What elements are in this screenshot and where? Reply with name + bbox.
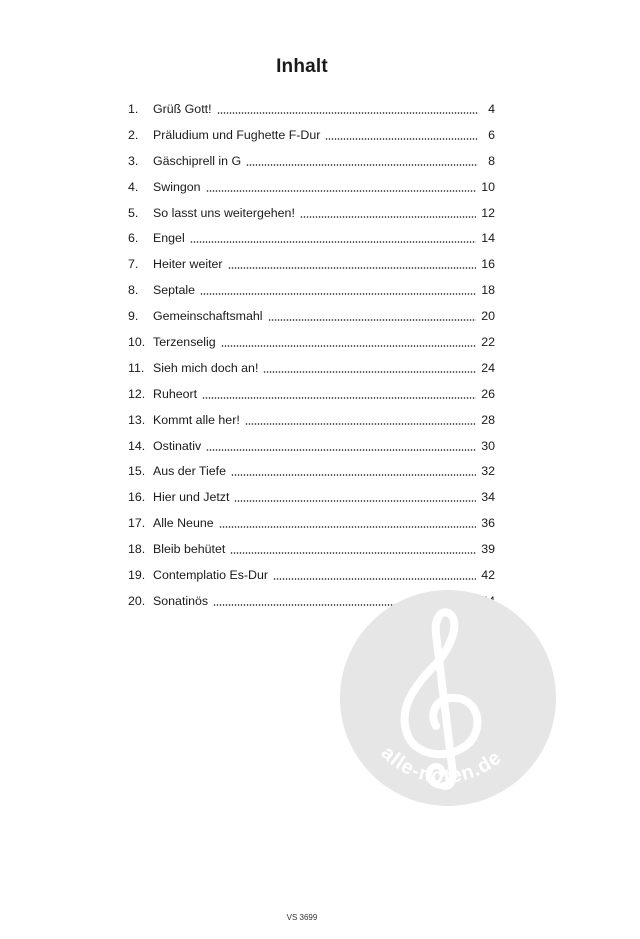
- toc-leader-dots: [230, 552, 476, 554]
- toc-entry-page: 26: [481, 386, 495, 401]
- footer-code: VS 3699: [286, 913, 318, 922]
- toc-entry-title: Terzenselig: [153, 334, 216, 349]
- toc-entry-page: 32: [481, 464, 495, 479]
- toc-entry-page: 18: [481, 283, 495, 298]
- toc-leader-dots: [206, 190, 477, 192]
- toc-leader-dots: [202, 397, 476, 399]
- toc-entry-title: Gäschiprell in G: [153, 153, 242, 168]
- toc-leader-dots: [219, 526, 477, 528]
- toc-entry-title: Sonatinös: [153, 593, 209, 608]
- toc-entry-number: 14.: [128, 438, 146, 453]
- toc-leader-dots: [273, 578, 476, 580]
- toc-entry-page: 42: [481, 567, 495, 582]
- toc-entry-title: Kommt alle her!: [153, 412, 240, 427]
- toc-entry-title: Aus der Tiefe: [153, 464, 227, 479]
- toc-entry: [128, 407, 495, 433]
- toc-entry-page: 16: [481, 257, 495, 272]
- toc-entry: [128, 225, 495, 251]
- toc-entry: [128, 251, 495, 277]
- toc-entry-number: 19.: [128, 567, 146, 582]
- toc-entry-page: 24: [481, 360, 495, 375]
- toc-entry-page: 14: [481, 231, 495, 246]
- toc-entry: [128, 174, 495, 200]
- toc-entry-number: 9.: [128, 309, 139, 324]
- toc-entry: [128, 200, 495, 226]
- toc-entry-page: 36: [481, 516, 495, 531]
- toc-entry: [128, 329, 495, 355]
- toc-entry-title: Präludium und Fughette F-Dur: [153, 127, 321, 142]
- toc-leader-dots: [190, 241, 477, 243]
- toc-entry-number: 7.: [128, 257, 139, 272]
- toc-entry-number: 3.: [128, 153, 139, 168]
- toc-entry-page: 20: [481, 309, 495, 324]
- toc-leader-dots: [246, 164, 478, 166]
- toc-entry-title: Engel: [153, 231, 185, 246]
- toc-leader-dots: [231, 474, 476, 476]
- toc-leader-dots: [300, 216, 476, 218]
- toc-entry-number: 17.: [128, 516, 146, 531]
- toc-leader-dots: [206, 449, 476, 451]
- toc-entry-page: 12: [481, 205, 495, 220]
- toc-entry-title: Ruheort: [153, 386, 198, 401]
- toc-entry-number: 5.: [128, 205, 139, 220]
- toc-entry-number: 6.: [128, 231, 139, 246]
- page-title: Inhalt: [276, 56, 328, 77]
- toc-entry-number: 4.: [128, 179, 139, 194]
- toc-leader-dots: [325, 138, 478, 140]
- toc-entry: [128, 433, 495, 459]
- toc-entry-number: 13.: [128, 412, 146, 427]
- toc-entry-number: 1.: [128, 101, 139, 116]
- toc-leader-dots: [221, 345, 477, 347]
- toc-leader-dots: [200, 293, 476, 295]
- toc-entry-title: Ostinativ: [153, 438, 202, 453]
- toc-entry-title: Swingon: [153, 179, 201, 194]
- toc-leader-dots: [234, 500, 476, 502]
- toc-entry-page: 4: [488, 101, 495, 116]
- toc-entry: [128, 536, 495, 562]
- toc-leader-dots: [268, 319, 477, 321]
- toc-entry-page: 6: [488, 127, 495, 142]
- toc-entry: [128, 484, 495, 510]
- toc-entry-page: 8: [488, 153, 495, 168]
- toc-entry-title: Contemplatio Es-Dur: [153, 567, 269, 582]
- toc-leader-dots: [217, 112, 478, 114]
- toc-entry-title: So lasst uns weitergehen!: [153, 205, 295, 220]
- toc-entry-title: Septale: [153, 283, 196, 298]
- toc-entry-title: Alle Neune: [153, 516, 214, 531]
- toc-entry: [128, 96, 495, 122]
- toc-entry-title: Sieh mich doch an!: [153, 360, 259, 375]
- toc-entry-page: 30: [481, 438, 495, 453]
- watermark-text: alle-noten.de: [376, 741, 507, 788]
- toc-entry-title: Bleib behütet: [153, 542, 226, 557]
- toc-entry: [128, 277, 495, 303]
- toc-entry: [128, 458, 495, 484]
- toc-entry-number: 10.: [128, 334, 146, 349]
- toc-entry-page: 28: [481, 412, 495, 427]
- toc-entry-title: Grüß Gott!: [153, 101, 212, 116]
- toc-entry-number: 18.: [128, 542, 146, 557]
- toc-entry-page: 39: [481, 542, 495, 557]
- toc-entry-title: Hier und Jetzt: [153, 490, 230, 505]
- toc-entry-number: 12.: [128, 386, 146, 401]
- toc-leader-dots: [263, 371, 476, 373]
- toc-entry: [128, 355, 495, 381]
- toc-entry: [128, 510, 495, 536]
- table-of-contents: [128, 96, 495, 614]
- toc-leader-dots: [228, 267, 477, 269]
- toc-entry-number: 11.: [128, 360, 145, 375]
- toc-entry-title: Heiter weiter: [153, 257, 223, 272]
- toc-entry: [128, 122, 495, 148]
- toc-entry-title: Gemeinschaftsmahl: [153, 309, 263, 324]
- toc-entry: [128, 381, 495, 407]
- toc-entry: [128, 148, 495, 174]
- toc-entry-page: 34: [481, 490, 495, 505]
- toc-entry: [128, 562, 495, 588]
- toc-entry-number: 8.: [128, 283, 139, 298]
- toc-entry-number: 2.: [128, 127, 139, 142]
- toc-leader-dots: [245, 423, 476, 425]
- toc-entry-number: 15.: [128, 464, 146, 479]
- toc-entry-page: 22: [481, 334, 495, 349]
- toc-entry: [128, 303, 495, 329]
- toc-entry-number: 16.: [128, 490, 146, 505]
- toc-entry-number: 20.: [128, 593, 146, 608]
- watermark: [340, 590, 556, 806]
- toc-entry-page: 10: [481, 179, 495, 194]
